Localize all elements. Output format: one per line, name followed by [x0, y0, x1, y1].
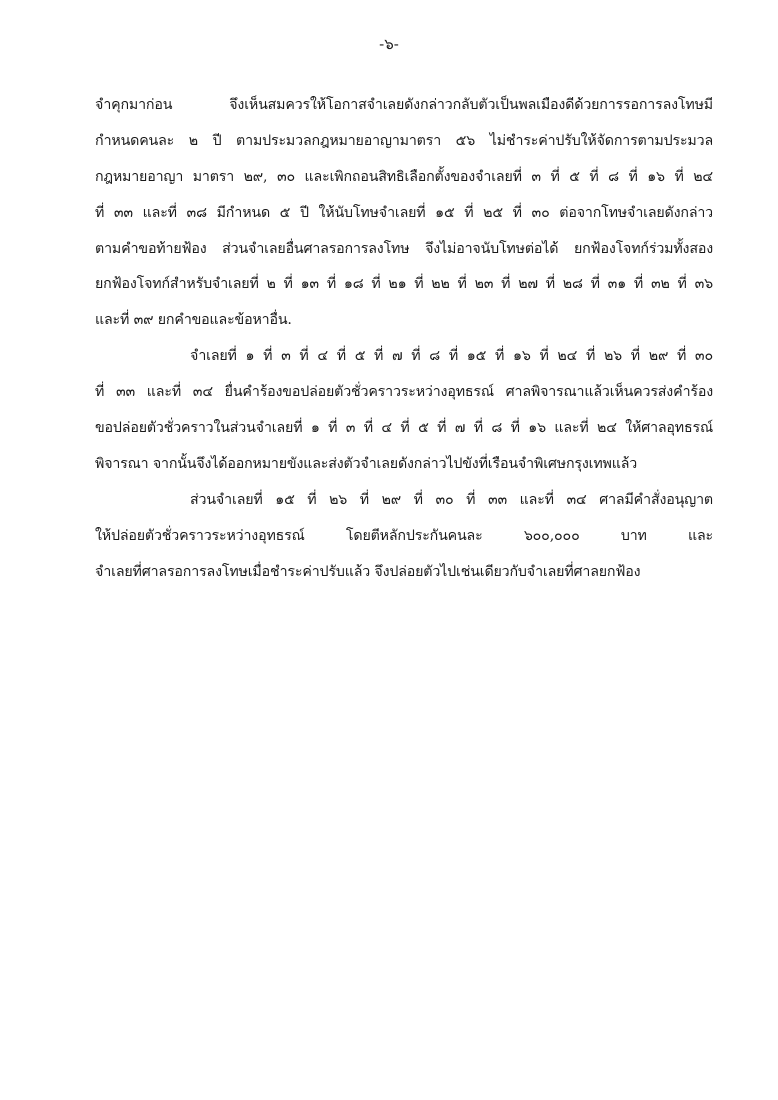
text-line: จำคุกมาก่อน จึงเห็นสมควรให้โอกาสจำเลยดังกล่าวกลับตัวเป็นพลเมืองดีด้วยการรอการลงโทษมี — [95, 97, 713, 113]
text-line: ที่ ๓๓ และที่ ๓๔ ยื่นคำร้องขอปล่อยตัวชั่วคราวระหว่างอุทธรณ์ ศาลพิจารณาแล้วเห็นควรส่งคำร้อง — [95, 384, 713, 401]
text-line: กฎหมายอาญา มาตรา ๒๙, ๓๐ และเพิกถอนสิทธิเลือกตั้งของจำเลยที่ ๓ ที่ ๕ ที่ ๘ ที่ ๑๖ ที่ ๒๔ — [95, 168, 713, 185]
paragraph-3 — [95, 483, 713, 591]
text-line: ยกฟ้องโจทก์สำหรับจำเลยที่ ๒ ที่ ๑๓ ที่ ๑๘ ที่ ๒๑ ที่ ๒๒ ที่ ๒๓ ที่ ๒๗ ที่ ๒๘ ที่ ๓๑ ที่ ๓๒ ที่ ๓๖ — [95, 276, 713, 293]
text-line: ให้ปล่อยตัวชั่วคราวระหว่างอุทธรณ์ โดยตีหลักประกันคนละ ๖๐๐,๐๐๐ บาท และ — [95, 527, 713, 544]
document-body — [95, 88, 713, 590]
text-line: ตามคำขอท้ายฟ้อง ส่วนจำเลยอื่นศาลรอการลงโทษ จึงไม่อาจนับโทษต่อได้ ยกฟ้องโจทก์ร่วมทั้งสอง — [95, 240, 713, 257]
text-line: ขอปล่อยตัวชั่วคราวในส่วนจำเลยที่ ๑ ที่ ๓ ที่ ๔ ที่ ๕ ที่ ๗ ที่ ๘ ที่ ๑๖ และที่ ๒๔ ให้ศาลอุทธรณ์ — [95, 420, 713, 437]
text-line: ที่ ๓๓ และที่ ๓๘ มีกำหนด ๕ ปี ให้นับโทษจำเลยที่ ๑๕ ที่ ๒๕ ที่ ๓๐ ต่อจากโทษจำเลยดังกล่าว — [95, 204, 713, 221]
text-line: จำเลยที่ ๑ ที่ ๓ ที่ ๔ ที่ ๕ ที่ ๗ ที่ ๘ ที่ ๑๕ ที่ ๑๖ ที่ ๒๔ ที่ ๒๖ ที่ ๒๙ ที่ ๓๐ — [190, 348, 713, 365]
text-line: ส่วนจำเลยที่ ๑๕ ที่ ๒๖ ที่ ๒๙ ที่ ๓๐ ที่ ๓๓ และที่ ๓๔ ศาลมีคำสั่งอนุญาต — [190, 491, 713, 508]
text-line: พิจารณา จากนั้นจึงได้ออกหมายขังและส่งตัวจำเลยดังกล่าวไปขังที่เรือนจำพิเศษกรุงเทพแล้ว — [95, 455, 638, 472]
text-line: จำเลยที่ศาลรอการลงโทษเมื่อชำระค่าปรับแล้ว จึงปล่อยตัวไปเช่นเดียวกับจำเลยที่ศาลยกฟ้อง — [95, 563, 641, 580]
text-line: กำหนดคนละ ๒ ปี ตามประมวลกฎหมายอาญามาตรา ๕๖ ไม่ชำระค่าปรับให้จัดการตามประมวล — [95, 132, 713, 149]
paragraph-2 — [95, 339, 713, 483]
paragraph-1 — [95, 88, 713, 339]
page-number: -๖- — [379, 35, 399, 53]
text-line: และที่ ๓๙ ยกคำขอและข้อหาอื่น. — [95, 312, 292, 329]
